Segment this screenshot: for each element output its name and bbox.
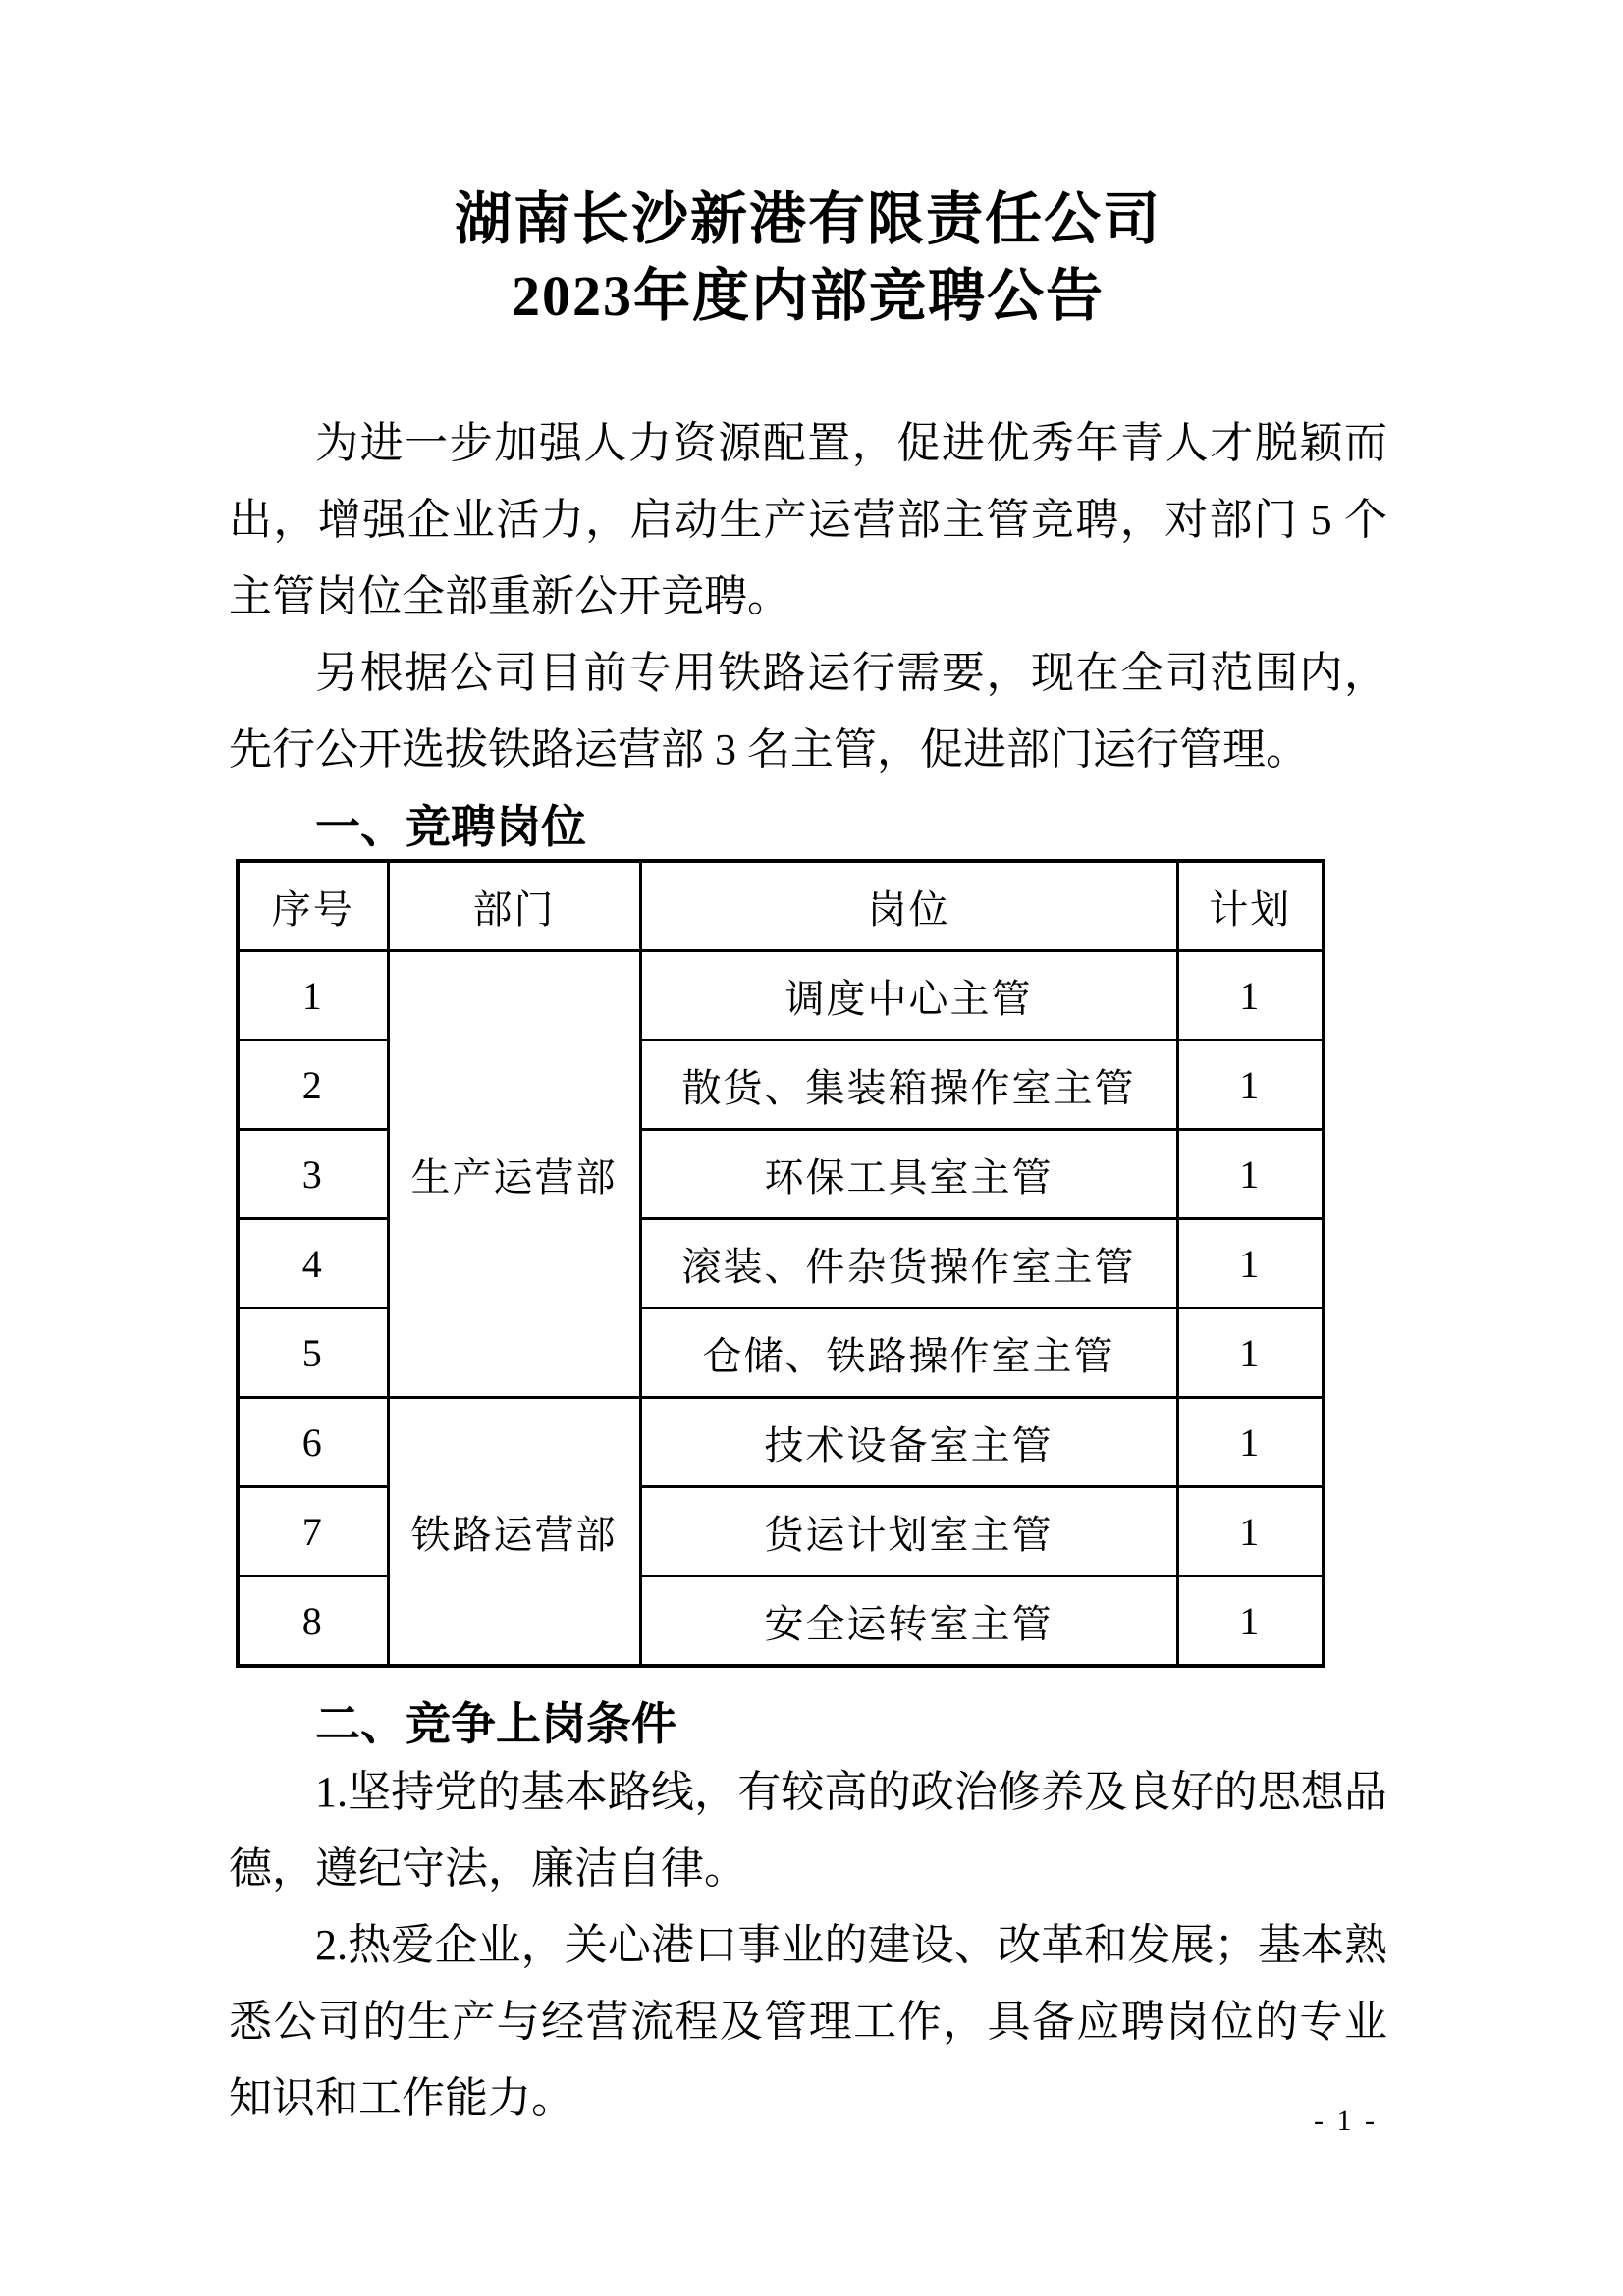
header-cell-position: 岗位 bbox=[640, 861, 1177, 951]
cell-no: 2 bbox=[238, 1041, 388, 1130]
header-cell-department: 部门 bbox=[388, 861, 640, 951]
cell-position: 调度中心主管 bbox=[640, 951, 1177, 1041]
cell-plan: 1 bbox=[1177, 1219, 1324, 1308]
section-1-heading: 一、竞聘岗位 bbox=[315, 801, 586, 852]
table-row bbox=[238, 1398, 1324, 1487]
cell-no: 4 bbox=[238, 1219, 388, 1308]
cell-department-railway: 铁路运营部 bbox=[388, 1398, 640, 1667]
positions-table bbox=[236, 859, 1325, 1668]
document-content bbox=[229, 182, 1387, 2137]
cell-no: 8 bbox=[238, 1576, 388, 1667]
document-title bbox=[229, 182, 1387, 335]
cell-position: 散货、集装箱操作室主管 bbox=[640, 1041, 1177, 1130]
cell-position: 货运计划室主管 bbox=[640, 1487, 1177, 1576]
condition-items bbox=[229, 1754, 1387, 2137]
table-row bbox=[238, 951, 1324, 1041]
intro-paragraphs bbox=[229, 405, 1387, 788]
document-title-line-2: 2023年度内部竞聘公告 bbox=[511, 264, 1105, 328]
cell-position: 仓储、铁路操作室主管 bbox=[640, 1308, 1177, 1398]
cell-position: 技术设备室主管 bbox=[640, 1398, 1177, 1487]
condition-item-2: 2.热爱企业，关心港口事业的建设、改革和发展；基本熟悉公司的生产与经营流程及管理工作，具备应聘岗位的专业知识和工作能力。 bbox=[229, 1921, 1387, 2122]
cell-no: 7 bbox=[238, 1487, 388, 1576]
header-cell-plan: 计划 bbox=[1177, 861, 1324, 951]
cell-position: 环保工具室主管 bbox=[640, 1130, 1177, 1219]
section-2-heading: 二、竞争上岗条件 bbox=[315, 1698, 676, 1749]
cell-plan: 1 bbox=[1177, 1398, 1324, 1487]
page-number: - 1 - bbox=[1314, 2105, 1378, 2137]
condition-item-1: 1.坚持党的基本路线，有较高的政治修养及良好的思想品德，遵纪守法，廉洁自律。 bbox=[229, 1768, 1387, 1893]
cell-plan: 1 bbox=[1177, 1308, 1324, 1398]
cell-plan: 1 bbox=[1177, 1041, 1324, 1130]
cell-position: 滚装、件杂货操作室主管 bbox=[640, 1219, 1177, 1308]
cell-plan: 1 bbox=[1177, 951, 1324, 1041]
document-title-line-1: 湖南长沙新港有限责任公司 bbox=[454, 187, 1162, 251]
cell-no: 6 bbox=[238, 1398, 388, 1487]
cell-no: 1 bbox=[238, 951, 388, 1041]
cell-department-production: 生产运营部 bbox=[388, 951, 640, 1398]
cell-plan: 1 bbox=[1177, 1130, 1324, 1219]
cell-plan: 1 bbox=[1177, 1487, 1324, 1576]
intro-paragraph-1: 为进一步加强人力资源配置，促进优秀年青人才脱颖而出，增强企业活力，启动生产运营部主管竞聘，对部门 5 个主管岗位全部重新公开竞聘。 bbox=[229, 419, 1387, 620]
header-cell-no: 序号 bbox=[238, 861, 388, 951]
cell-position: 安全运转室主管 bbox=[640, 1576, 1177, 1667]
intro-paragraph-2: 另根据公司目前专用铁路运行需要，现在全司范围内，先行公开选拔铁路运营部 3 名主管，促进部门运行管理。 bbox=[229, 649, 1387, 774]
cell-no: 5 bbox=[238, 1308, 388, 1398]
cell-plan: 1 bbox=[1177, 1576, 1324, 1667]
table-header-row bbox=[238, 861, 1324, 951]
cell-no: 3 bbox=[238, 1130, 388, 1219]
